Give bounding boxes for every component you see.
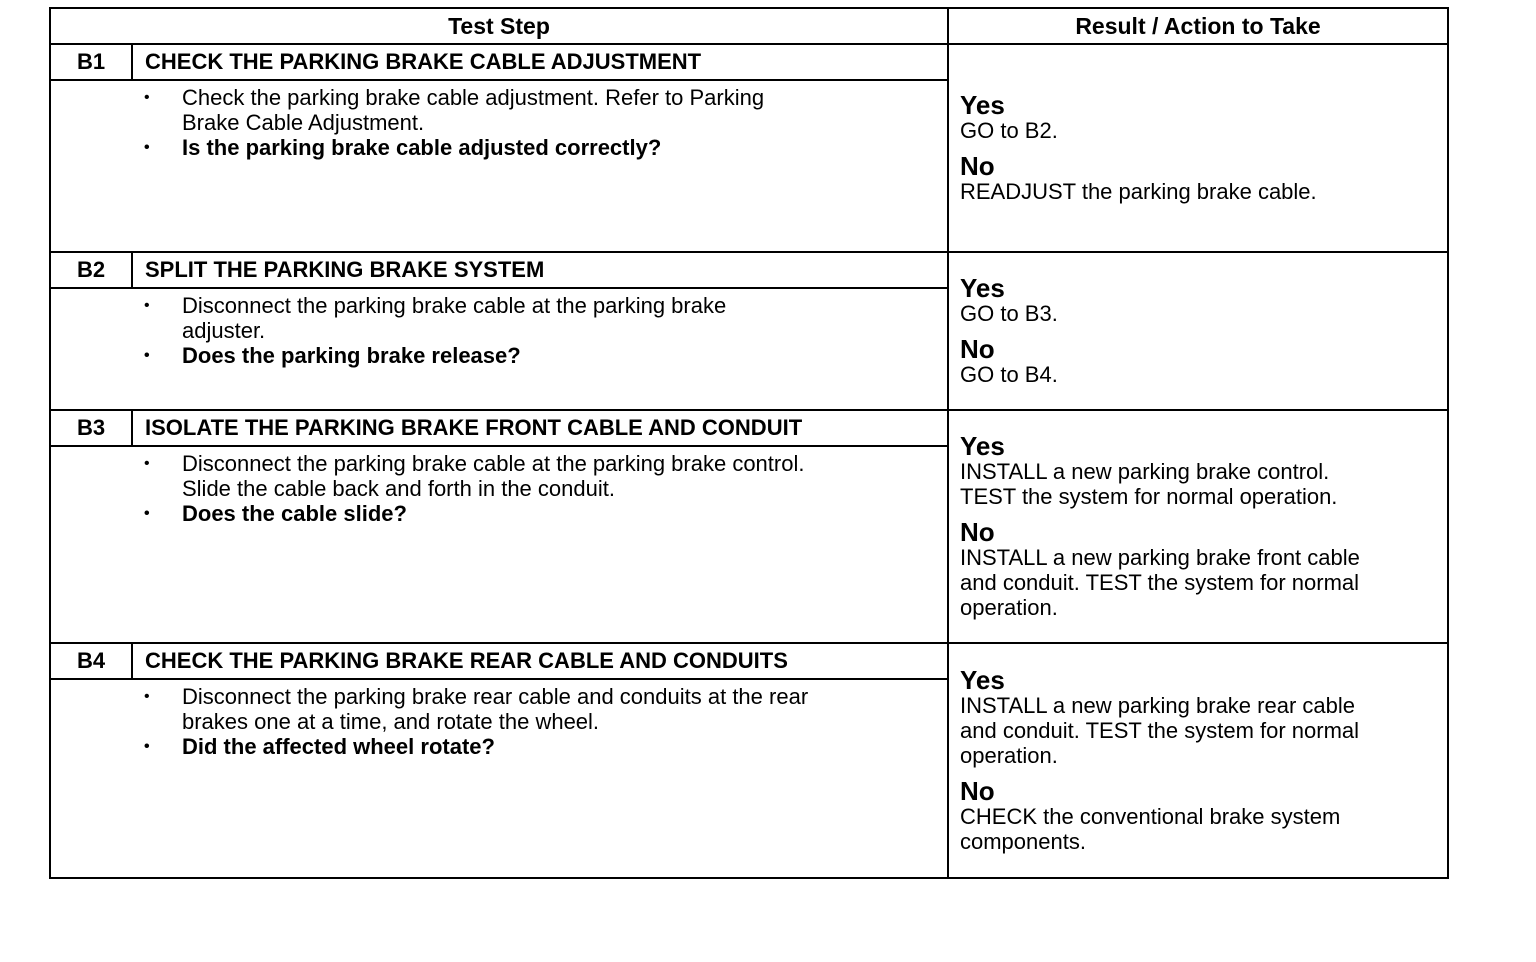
no-label: No — [960, 776, 995, 806]
step-block — [51, 411, 1447, 644]
no-label: No — [960, 334, 995, 364]
bullet-icon: • — [144, 455, 150, 472]
action-line: GO to B3. — [960, 301, 1058, 326]
bullet-line: Disconnect the parking brake cable at the parking brake — [182, 293, 727, 318]
step-title: SPLIT THE PARKING BRAKE SYSTEM — [145, 257, 545, 282]
bullet-icon: • — [144, 139, 150, 156]
result-cell — [949, 411, 1447, 642]
step-body — [51, 289, 947, 409]
result-cell — [949, 644, 1447, 877]
action-line: operation. — [960, 743, 1058, 768]
bullet-icon: • — [144, 738, 150, 755]
bullet-icon: • — [144, 297, 150, 314]
action-line: TEST the system for normal operation. — [960, 484, 1338, 509]
bullet-line: Disconnect the parking brake rear cable and conduits at the rear — [182, 684, 809, 709]
result-cell — [949, 45, 1447, 251]
yes-action — [960, 459, 1437, 509]
question-item — [51, 343, 947, 368]
step-id: B3 — [51, 411, 133, 445]
bullet-line: Does the parking brake release? — [182, 343, 521, 368]
step-id: B4 — [51, 644, 133, 678]
header-test-step: Test Step — [51, 9, 949, 43]
bullet-icon: • — [144, 505, 150, 522]
action-line: components. — [960, 829, 1086, 854]
action-line: operation. — [960, 595, 1058, 620]
yes-action — [960, 693, 1437, 768]
bullet-line: Is the parking brake cable adjusted correctly? — [182, 135, 662, 160]
yes-label: Yes — [960, 431, 1005, 461]
step-title: CHECK THE PARKING BRAKE REAR CABLE AND CONDUITS — [145, 648, 788, 673]
bullet-icon: • — [144, 89, 150, 106]
step-title-row — [51, 411, 947, 447]
question-item — [51, 734, 947, 759]
bullet-line: adjuster. — [182, 318, 266, 343]
instruction-item — [51, 85, 947, 135]
result-cell — [949, 253, 1447, 409]
yes-label: Yes — [960, 273, 1005, 303]
no-action — [960, 179, 1437, 204]
action-line: and conduit. TEST the system for normal — [960, 718, 1360, 743]
test-step-cell — [51, 253, 949, 409]
bullet-list — [51, 85, 947, 160]
step-id: B1 — [51, 45, 133, 79]
step-title-row — [51, 644, 947, 680]
test-step-cell — [51, 411, 949, 642]
no-action — [960, 362, 1437, 387]
step-title: ISOLATE THE PARKING BRAKE FRONT CABLE AND CONDUIT — [145, 415, 803, 440]
action-line: INSTALL a new parking brake front cable — [960, 545, 1360, 570]
diagnostic-table — [49, 7, 1449, 879]
action-line: INSTALL a new parking brake control. — [960, 459, 1330, 484]
action-line: GO to B2. — [960, 118, 1058, 143]
action-line: CHECK the conventional brake system — [960, 804, 1341, 829]
bullet-line: brakes one at a time, and rotate the wheel. — [182, 709, 600, 734]
action-line: INSTALL a new parking brake rear cable — [960, 693, 1355, 718]
step-body — [51, 81, 947, 251]
test-step-cell — [51, 45, 949, 251]
bullet-line: Does the cable slide? — [182, 501, 407, 526]
bullet-line: Did the affected wheel rotate? — [182, 734, 495, 759]
test-step-cell — [51, 644, 949, 877]
header-result-action: Result / Action to Take — [1075, 13, 1321, 39]
question-item — [51, 501, 947, 526]
instruction-item — [51, 293, 947, 343]
step-title-row — [51, 45, 947, 81]
action-line: GO to B4. — [960, 362, 1058, 387]
step-title-row — [51, 253, 947, 289]
no-label: No — [960, 151, 995, 181]
step-block — [51, 45, 1447, 253]
step-id: B2 — [51, 253, 133, 287]
yes-action — [960, 301, 1437, 326]
question-item — [51, 135, 947, 160]
action-line: READJUST the parking brake cable. — [960, 179, 1317, 204]
step-body — [51, 680, 947, 877]
step-block — [51, 644, 1447, 877]
yes-label: Yes — [960, 665, 1005, 695]
no-label: No — [960, 517, 995, 547]
bullet-list — [51, 293, 947, 368]
action-line: and conduit. TEST the system for normal — [960, 570, 1360, 595]
yes-action — [960, 118, 1437, 143]
step-body — [51, 447, 947, 642]
no-action — [960, 545, 1437, 620]
no-action — [960, 804, 1437, 854]
bullet-icon: • — [144, 347, 150, 364]
instruction-item — [51, 684, 947, 734]
table-header — [51, 9, 1447, 45]
bullet-line: Disconnect the parking brake cable at the parking brake control. — [182, 451, 805, 476]
bullet-line: Check the parking brake cable adjustment. Refer to Parking — [182, 85, 765, 110]
step-title: CHECK THE PARKING BRAKE CABLE ADJUSTMENT — [145, 49, 702, 74]
instruction-item — [51, 451, 947, 501]
bullet-icon: • — [144, 688, 150, 705]
yes-label: Yes — [960, 90, 1005, 120]
bullet-line: Slide the cable back and forth in the conduit. — [182, 476, 615, 501]
bullet-list — [51, 451, 947, 526]
bullet-list — [51, 684, 947, 759]
step-block — [51, 253, 1447, 411]
bullet-line: Brake Cable Adjustment. — [182, 110, 425, 135]
steps-container — [51, 45, 1447, 877]
